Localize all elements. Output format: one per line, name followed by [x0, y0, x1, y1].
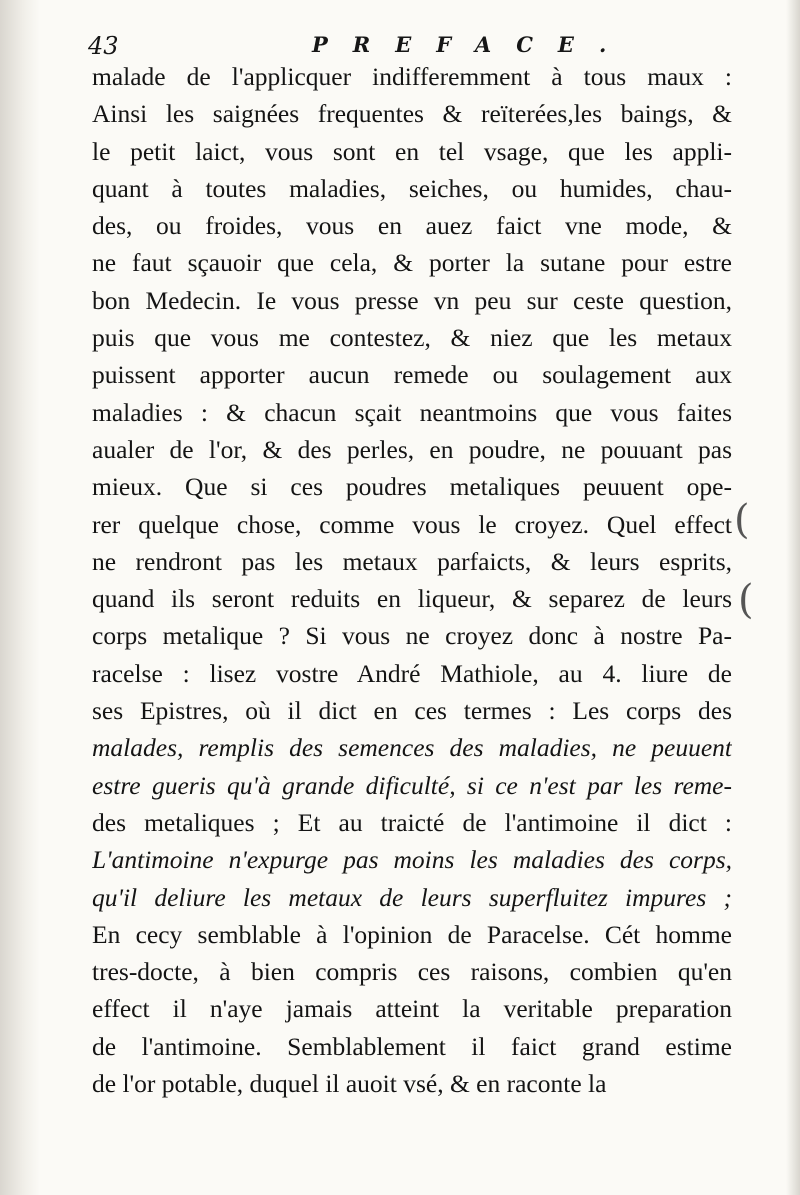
text-line: bon Medecin. Ie vous presse vn peu sur ceste question, — [92, 285, 732, 315]
body-text — [92, 58, 732, 1102]
text-line: des metaliques ; Et au traicté de l'antimoine il dict : — [92, 807, 732, 837]
text-line: puis que vous me contestez, & niez que les metaux — [92, 323, 732, 353]
text-line: ses Epistres, où il dict en ces termes : Les corps des — [92, 696, 732, 726]
running-title: PREFACE. — [312, 32, 632, 57]
text-line: corps metalique ? Si vous ne croyez donc à nostre Pa- — [92, 621, 732, 651]
page-number: 43 — [88, 32, 119, 60]
text-line: aualer de l'or, & des perles, en poudre, ne pouuant pas — [92, 434, 732, 464]
text-line: quand ils seront reduits en liqueur, & separez de leurs — [92, 584, 732, 614]
text-line: ne rendront pas les metaux parfaicts, & leurs esprits, — [92, 546, 732, 576]
text-line: puissent apporter aucun remede ou soulagement aux — [92, 360, 732, 390]
text-line: rer quelque chose, comme vous le croyez. Quel effect — [92, 509, 732, 539]
text-line: En cecy semblable à l'opinion de Paracelse. Cét homme — [92, 919, 732, 949]
text-line: des, ou froides, vous en auez faict vne mode, & — [92, 211, 732, 241]
margin-bracket-mark: ( — [734, 497, 750, 543]
text-line: L'antimoine n'expurge pas moins les maladies des corps, — [92, 845, 732, 875]
text-line: maladies : & chacun sçait neantmoins que vous faites — [92, 397, 732, 427]
text-line: effect il n'aye jamais atteint la veritable preparation — [92, 994, 732, 1024]
text-line: quant à toutes maladies, seiches, ou humides, chau- — [92, 173, 732, 203]
text-line: malades, remplis des semences des maladies, ne peuuent — [92, 733, 732, 763]
text-line: racelse : lisez vostre André Mathiole, au 4. liure de — [92, 658, 732, 688]
text-line: le petit laict, vous sont en tel vsage, que les appli- — [92, 136, 732, 166]
text-line: qu'il deliure les metaux de leurs superfluitez impures ; — [92, 882, 732, 912]
page-gutter — [0, 0, 40, 1195]
text-line: tres-docte, à bien compris ces raisons, combien qu'en — [92, 957, 732, 987]
text-line: de l'antimoine. Semblablement il faict grand estime — [92, 1031, 732, 1061]
margin-bracket-mark: ( — [738, 577, 754, 623]
text-line: Ainsi les saignées frequentes & reïterées,les baings, & — [92, 99, 732, 129]
text-line: estre gueris qu'à grande dificulté, si ce n'est par les reme- — [92, 770, 732, 800]
text-line: malade de l'applicquer indifferemment à tous maux : — [92, 62, 732, 91]
text-line: ne faut sçauoir que cela, & porter la sutane pour estre — [92, 248, 732, 278]
page-edge — [786, 0, 800, 1195]
text-line: de l'or potable, duquel il auoit vsé, & en raconte la — [92, 1069, 607, 1099]
text-line: mieux. Que si ces poudres metaliques peuuent ope- — [92, 472, 732, 502]
